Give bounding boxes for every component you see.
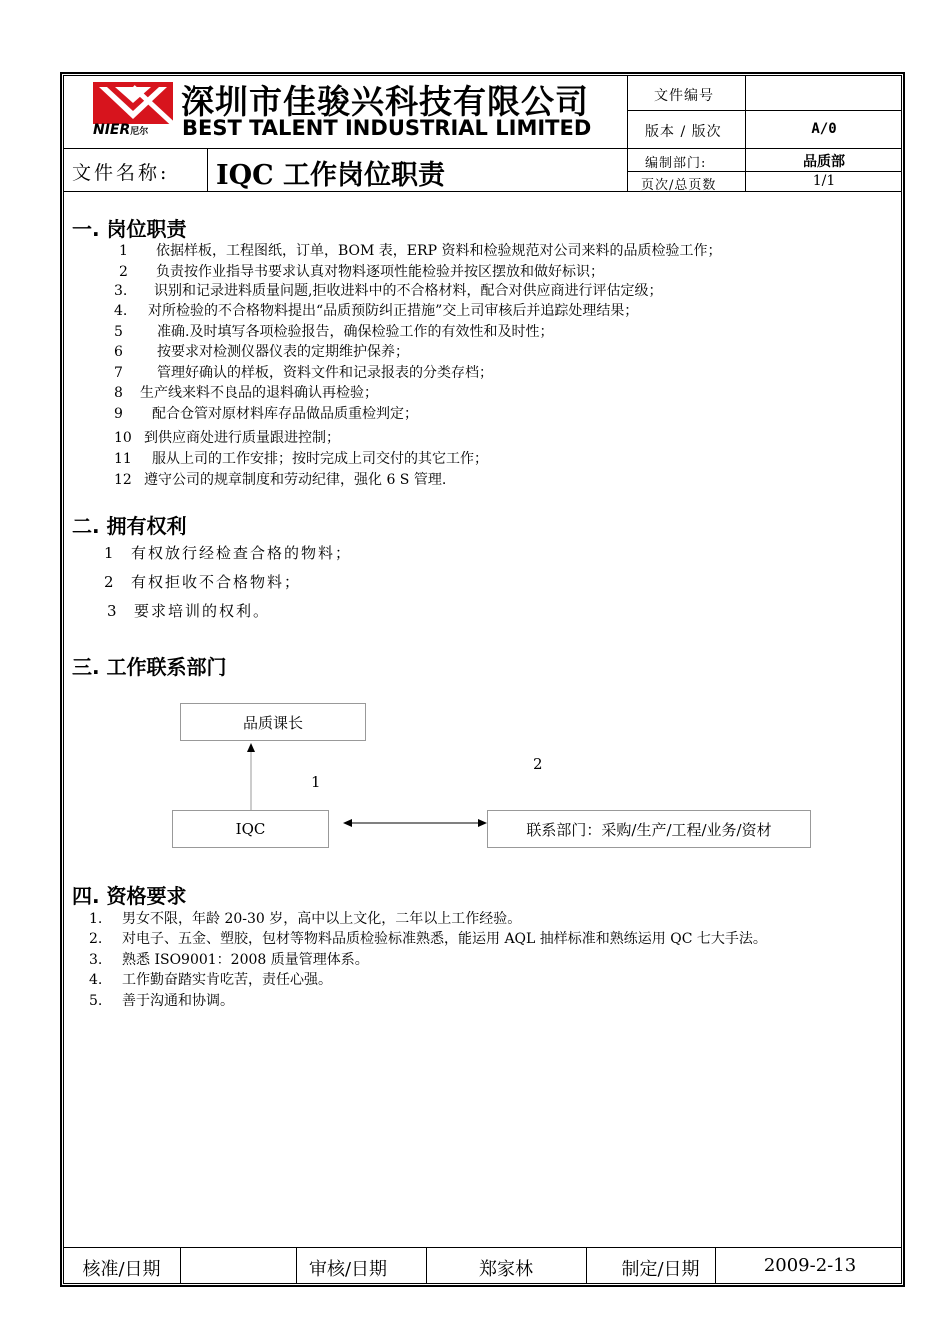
doc-name-label: 文件名称: [72, 162, 170, 184]
list-item: 2 负责按作业指导书要求认真对物料逐项性能检验并按区摆放和做好标识； [119, 264, 604, 280]
list-item: 1 有权放行经检查合格的物料； [104, 544, 353, 562]
review-value: 郑家林 [479, 1259, 533, 1280]
iqc-box: IQC [172, 810, 329, 848]
connector-label-2: 2 [533, 755, 543, 773]
list-item: 3 要求培训的权利。 [107, 602, 271, 620]
contact-departments-box: 联系部门：采购/生产/工程/业务/资材 [487, 810, 811, 848]
list-item: 1. 男女不限，年龄 20-30 岁，高中以上文化，二年以上工作经验。 [89, 911, 522, 927]
section-qualifications-title: 四. 资格要求 [72, 884, 187, 908]
doc-title: IQC 工作岗位职责 [216, 160, 446, 191]
list-item: 2. 对电子、五金、塑胶，包材等物料品质检验标准熟悉，能运用 AQL 抽样标准和熟练运用 QC 七大手法。 [89, 931, 767, 947]
company-name-en: BEST TALENT INDUSTRIAL LIMITED [182, 116, 592, 140]
list-item: 1 依据样板，工程图纸，订单，BOM 表，ERP 资料和检验规范对公司来料的品质检验工作； [119, 243, 722, 259]
list-item: 9 配合仓管对原材料库存品做品质重检判定； [114, 406, 418, 422]
version-label: 版本 / 版次 [645, 124, 722, 140]
list-item: 7 管理好确认的样板，资料文件和记录报表的分类存档； [114, 365, 493, 381]
list-item: 5. 善于沟通和协调。 [89, 993, 234, 1009]
make-label: 制定/日期 [621, 1259, 700, 1280]
logo-wordmark: NIER尼尔 [93, 122, 149, 138]
footer-col-divider [180, 1247, 181, 1284]
list-item: 12 遵守公司的规章制度和劳动纪律，强化 6 S 管理. [114, 472, 447, 488]
approve-label: 核准/日期 [82, 1259, 161, 1280]
doc-no-label: 文件编号 [654, 88, 714, 104]
company-name-cn: 深圳市佳骏兴科技有限公司 [181, 82, 589, 121]
list-item: 10 到供应商处进行质量跟进控制； [114, 430, 340, 446]
list-item: 8 生产线来料不良品的退料确认再检验； [114, 385, 378, 401]
version-value: A/0 [811, 121, 837, 137]
review-label: 审核/日期 [308, 1259, 388, 1280]
dept-value: 品质部 [803, 154, 845, 170]
list-item: 4. 对所检验的不合格物料提出“品质预防纠正措施”交上司审核后并追踪处理结果； [114, 303, 639, 319]
footer-divider [63, 1247, 902, 1248]
list-item: 2 有权拒收不合格物料； [104, 573, 302, 591]
pages-value: 1/1 [812, 173, 836, 189]
section-contacts-title: 三. 工作联系部门 [72, 655, 227, 679]
list-item: 11 服从上司的工作安排；按时完成上司交付的其它工作； [114, 451, 488, 467]
list-item: 6 按要求对检测仪器仪表的定期维护保养； [114, 344, 409, 360]
list-item: 3. 识别和记录进料质量问题,拒收进料中的不合格材料，配合对供应商进行评估定级； [114, 283, 663, 299]
section-duties-title: 一. 岗位职责 [72, 217, 187, 241]
section-rights-title: 二. 拥有权利 [72, 514, 187, 538]
connector-label-1: 1 [311, 773, 321, 791]
dept-label: 编制部门: [645, 156, 707, 171]
make-date: 2009-2-13 [763, 1255, 857, 1276]
pages-label: 页次/总页数 [641, 178, 717, 193]
manager-box: 品质课长 [180, 703, 366, 741]
list-item: 4. 工作勤奋踏实肯吃苦，责任心强。 [89, 972, 332, 988]
list-item: 5 准确.及时填写各项检验报告，确保检验工作的有效性和及时性； [114, 324, 554, 340]
list-item: 3. 熟悉 ISO9001：2008 质量管理体系。 [89, 952, 369, 968]
